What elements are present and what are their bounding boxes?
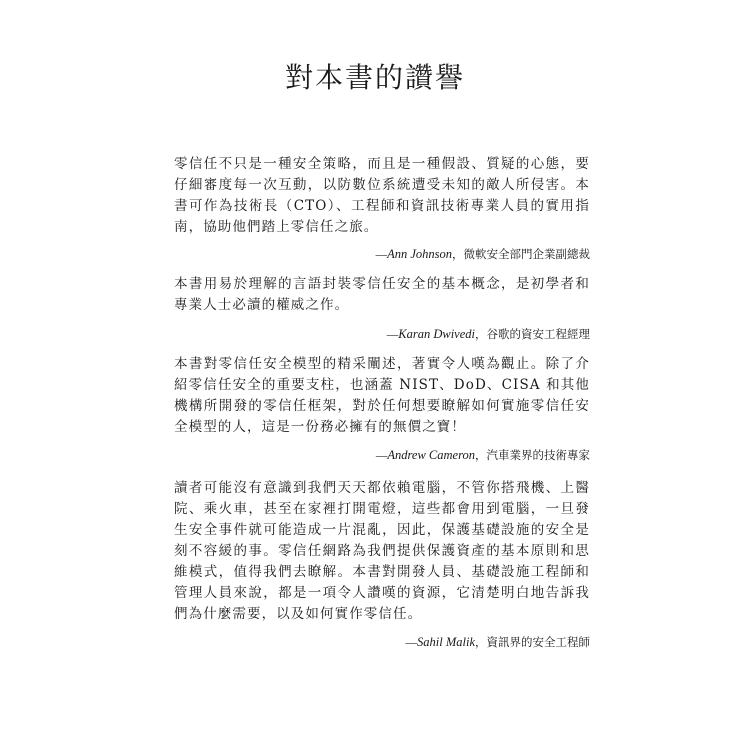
endorsement-quote <box>174 154 590 263</box>
endorsement-quote <box>174 354 590 464</box>
endorsement-quote <box>174 478 590 651</box>
quote-text: 零信任不只是一種安全策略，而且是一種假設、質疑的心態，要仔細審度每一次互動，以防數位系統遭受未知的敵人所侵害。本書可作為技術長（CTO）、工程師和資訊技術專業人員的實用指南，協助他們踏上零信任之旅。 <box>174 156 590 235</box>
attribution-name: Sahil Malik <box>417 635 475 649</box>
attribution-role: ，汽車業界的技術專家 <box>475 448 590 462</box>
attribution <box>174 326 590 343</box>
page-title: 對本書的讚譽 <box>284 61 465 94</box>
attribution <box>174 246 590 263</box>
endorsement-quote <box>174 274 590 343</box>
attribution-dash: — <box>375 450 388 462</box>
attribution-dash: — <box>386 329 399 341</box>
attribution-role: ，資訊界的安全工程師 <box>475 635 590 649</box>
attribution-role: ，谷歌的資安工程經理 <box>475 327 590 341</box>
endorsements-page <box>174 0 590 750</box>
attribution-role: ，微軟安全部門企業副總裁 <box>452 247 590 261</box>
attribution-dash: — <box>375 249 388 261</box>
quote-text: 本書用易於理解的言語封裝零信任安全的基本概念，是初學者和專業人士必讀的權威之作。 <box>174 276 590 313</box>
attribution <box>174 634 590 651</box>
quote-text: 本書對零信任安全模型的精采闡述，著實令人嘆為觀止。除了介紹零信任安全的重要支柱，也涵蓋 NIST、DoD、CISA 和其他機構所開發的零信任框架，對於任何想要瞭解如何實施零信任安全模型的人，這是一份務必擁有的無價之寶！ <box>174 356 590 435</box>
quote-text: 讀者可能沒有意識到我們天天都依賴電腦，不管你搭飛機、上醫院、乘火車，甚至在家裡打開電燈，這些都會用到電腦，一旦發生安全事件就可能造成一片混亂，因此，保護基礎設施的安全是刻不容緩的事。零信任網路為我們提供保護資產的基本原則和思維模式，值得我們去瞭解。本書對開發人員、基礎設施工程師和管理人員來說，都是一項令人讚嘆的資源，它清楚明白地告訴我們為什麼需要，以及如何實作零信任。 <box>174 480 590 622</box>
attribution-name: Ann Johnson <box>387 247 452 261</box>
attribution-name: Andrew Cameron <box>387 448 475 462</box>
attribution <box>174 447 590 464</box>
attribution-name: Karan Dwivedi <box>398 327 475 341</box>
attribution-dash: — <box>405 637 418 649</box>
